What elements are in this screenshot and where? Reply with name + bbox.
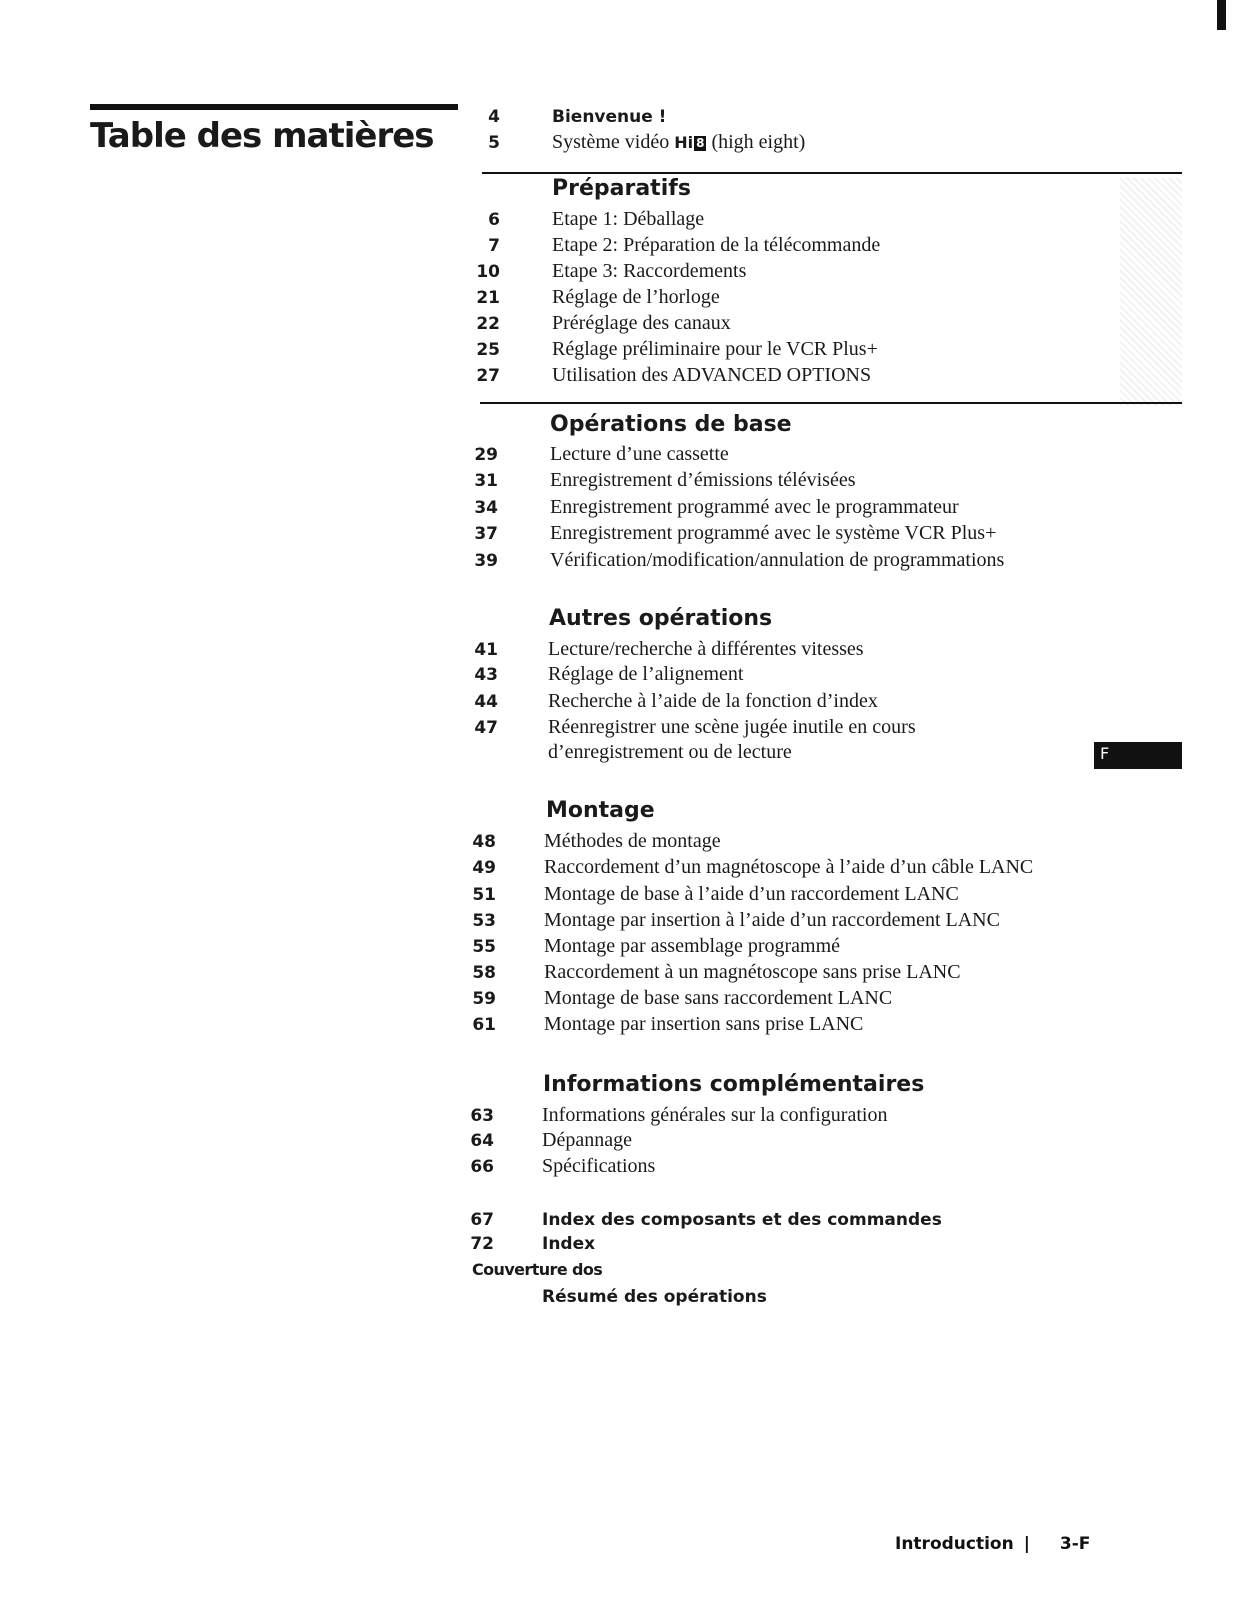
entry-title: Etape 3: Raccordements bbox=[552, 260, 747, 282]
entry-title: Index bbox=[542, 1234, 596, 1254]
entry-title: Enregistrement programmé avec le programmateur bbox=[550, 496, 959, 518]
entry-title: Montage de base à l’aide d’un raccordement LANC bbox=[544, 883, 959, 905]
entry-title: Spécifications bbox=[542, 1155, 656, 1177]
entry-title: Lecture/recherche à différentes vitesses bbox=[548, 638, 864, 660]
page-number: 21 bbox=[476, 288, 500, 308]
section-heading-montage: Montage bbox=[546, 798, 655, 823]
page-number: 61 bbox=[472, 1015, 496, 1035]
page-number: 5 bbox=[488, 133, 500, 153]
entry-title-before: Système vidéo bbox=[552, 131, 670, 153]
page-number: 39 bbox=[474, 551, 498, 571]
page-number: 22 bbox=[476, 314, 500, 334]
entry-title: Préréglage des canaux bbox=[552, 312, 731, 334]
page-number: 67 bbox=[470, 1210, 494, 1230]
page-number: 34 bbox=[474, 498, 498, 518]
corner-registration-mark bbox=[1217, 0, 1226, 30]
page-number: 49 bbox=[472, 858, 496, 878]
page-number: 51 bbox=[472, 885, 496, 905]
shaded-margin bbox=[1120, 178, 1182, 406]
entry-title: Enregistrement programmé avec le système VCR Plus+ bbox=[550, 522, 997, 544]
page-number: 48 bbox=[472, 832, 496, 852]
section-heading-informations-complementaires: Informations complémentaires bbox=[543, 1072, 925, 1097]
page-number: 44 bbox=[474, 692, 498, 712]
page-number: 27 bbox=[476, 366, 500, 386]
hi8-logo bbox=[674, 133, 706, 152]
page-number: 43 bbox=[474, 665, 498, 685]
section-heading-autres-operations: Autres opérations bbox=[549, 606, 773, 631]
language-tab-letter: F bbox=[1100, 744, 1110, 763]
language-tab bbox=[1094, 742, 1182, 769]
section-heading-operations-de-base: Opérations de base bbox=[550, 412, 792, 437]
entry-title: Montage de base sans raccordement LANC bbox=[544, 987, 893, 1009]
entry-title-after: (high eight) bbox=[711, 131, 806, 153]
page-number: 47 bbox=[474, 718, 498, 738]
entry-title: Montage par insertion à l’aide d’un raccordement LANC bbox=[544, 909, 1000, 931]
entry-title: Index des composants et des commandes bbox=[542, 1210, 942, 1230]
page-number: 55 bbox=[472, 937, 496, 957]
entry-title: Réglage préliminaire pour le VCR Plus+ bbox=[552, 338, 878, 360]
page-number: 63 bbox=[470, 1106, 494, 1126]
entry-title: Montage par insertion sans prise LANC bbox=[544, 1013, 864, 1035]
page-number: 31 bbox=[474, 471, 498, 491]
entry-title: Réenregistrer une scène jugée inutile en cours bbox=[548, 716, 916, 738]
entry-title: Réglage de l’horloge bbox=[552, 286, 720, 308]
page-number: 53 bbox=[472, 911, 496, 931]
entry-title: Recherche à l’aide de la fonction d’index bbox=[548, 690, 878, 712]
section-divider bbox=[480, 402, 1182, 404]
page-number: 72 bbox=[470, 1234, 494, 1254]
entry-title: Montage par assemblage programmé bbox=[544, 935, 841, 957]
entry-title: Méthodes de montage bbox=[544, 830, 721, 852]
entry-title: Bienvenue ! bbox=[552, 107, 667, 127]
entry-title: Lecture d’une cassette bbox=[550, 443, 729, 465]
page-number: 25 bbox=[476, 340, 500, 360]
page-number: 29 bbox=[474, 445, 498, 465]
entry-title: Réglage de l’alignement bbox=[548, 663, 744, 685]
page-number: 41 bbox=[474, 640, 498, 660]
back-cover-label: Couverture dos bbox=[472, 1260, 603, 1279]
section-heading-preparatifs: Préparatifs bbox=[552, 176, 691, 201]
page-number: 58 bbox=[472, 963, 496, 983]
footer-section: Introduction bbox=[895, 1534, 1014, 1554]
page-number: 10 bbox=[476, 262, 500, 282]
hi8-logo-text: Hi 8 bbox=[674, 133, 705, 152]
page-number: 37 bbox=[474, 524, 498, 544]
page-number: 4 bbox=[488, 107, 500, 127]
page-title: Table des matières bbox=[90, 116, 434, 156]
footer-page-number: 3-F bbox=[1059, 1534, 1091, 1554]
page-number: 6 bbox=[488, 210, 500, 230]
entry-title: Dépannage bbox=[542, 1129, 632, 1151]
entry-title bbox=[552, 131, 805, 154]
entry-title: Enregistrement d’émissions télévisées bbox=[550, 469, 856, 491]
page-number: 66 bbox=[470, 1157, 494, 1177]
entry-title: Etape 2: Préparation de la télécommande bbox=[552, 234, 881, 256]
page-number: 7 bbox=[488, 236, 500, 256]
entry-title: Raccordement d’un magnétoscope à l’aide d’un câble LANC bbox=[544, 856, 1034, 878]
entry-title: Raccordement à un magnétoscope sans prise LANC bbox=[544, 961, 961, 983]
entry-title: Informations générales sur la configuration bbox=[542, 1104, 888, 1126]
entry-title: Utilisation des ADVANCED OPTIONS bbox=[552, 364, 872, 386]
page-number: 64 bbox=[470, 1131, 494, 1151]
title-rule bbox=[90, 104, 458, 110]
page-footer bbox=[895, 1534, 1090, 1554]
entry-title-continuation: d’enregistrement ou de lecture bbox=[548, 741, 792, 763]
hi8-logo-digit: 8 bbox=[696, 136, 705, 150]
entry-title: Etape 1: Déballage bbox=[552, 208, 705, 230]
section-divider bbox=[482, 172, 1182, 174]
entry-title: Résumé des opérations bbox=[542, 1287, 767, 1307]
page-number: 59 bbox=[472, 989, 496, 1009]
entry-title: Vérification/modification/annulation de programmations bbox=[550, 549, 1005, 571]
footer-separator: | bbox=[1023, 1534, 1030, 1554]
